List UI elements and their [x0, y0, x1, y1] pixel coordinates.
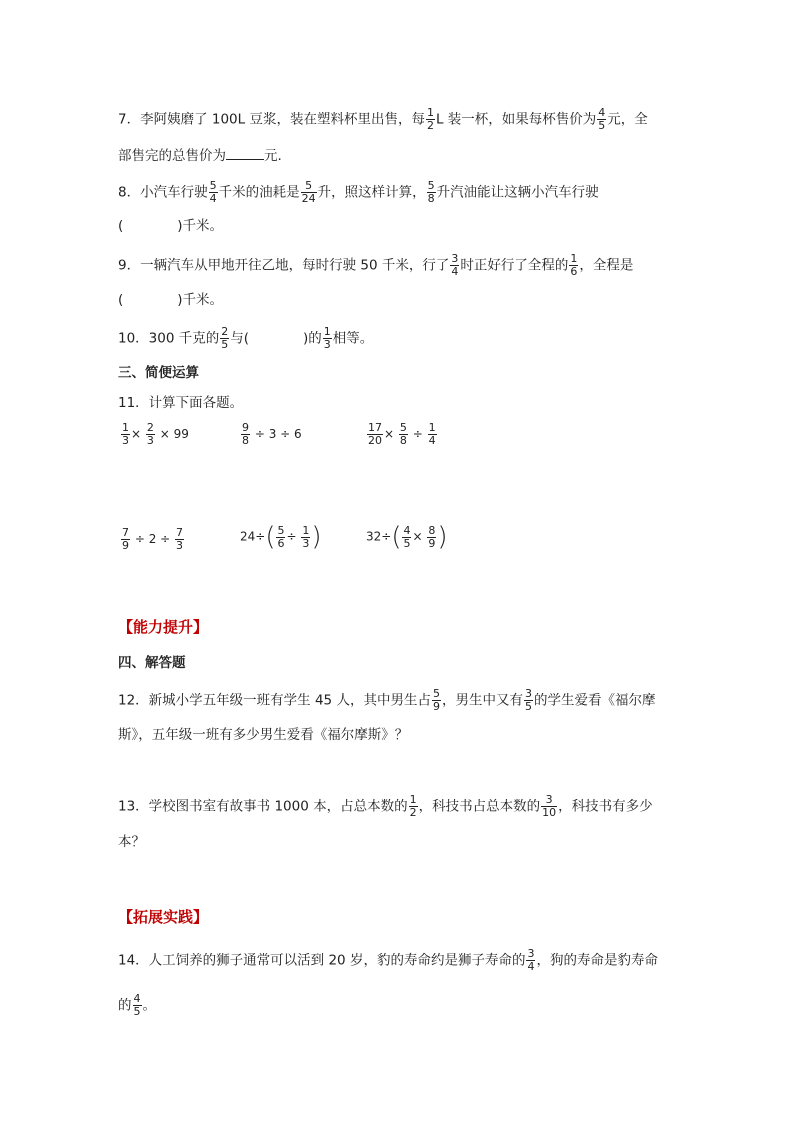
fraction — [121, 527, 130, 552]
numerator: 1 — [570, 252, 578, 265]
operator: × — [384, 427, 395, 441]
question-14-line-1 — [118, 948, 658, 973]
numerator: 1 — [122, 421, 129, 434]
question-8-line-2: ( )千米。 — [118, 218, 224, 234]
text: L 装一杯，如果每杯售价为 — [435, 111, 597, 128]
denominator: 10 — [542, 806, 557, 819]
fraction — [428, 422, 437, 447]
operator: × — [412, 529, 423, 544]
expression-5 — [240, 524, 322, 550]
fraction — [450, 253, 459, 278]
fraction — [432, 688, 441, 713]
fraction — [409, 794, 418, 819]
text: 元. — [264, 148, 282, 164]
denominator: 4 — [527, 960, 535, 973]
fraction — [220, 326, 229, 351]
text: 13．学校图书室有故事书 1000 本，占总本数的 — [118, 798, 408, 815]
question-9-line-1 — [118, 253, 633, 278]
numerator: 8 — [428, 523, 436, 537]
fraction — [323, 326, 332, 351]
numerator: 7 — [176, 526, 184, 539]
fraction — [399, 422, 408, 447]
fraction — [426, 107, 435, 132]
text: 14．人工饲养的狮子通常可以活到 20 岁，豹的寿命约是狮子寿命的 — [118, 952, 526, 969]
text: ，科技书占总本数的 — [418, 798, 541, 815]
expression-6 — [366, 524, 448, 550]
numerator: 3 — [545, 793, 553, 806]
numerator: 5 — [305, 179, 313, 192]
denominator: 3 — [176, 539, 184, 552]
text: 升汽油能让这辆小汽车行驶 — [436, 184, 599, 201]
denominator: 4 — [451, 265, 459, 278]
text: 24÷ — [240, 529, 266, 544]
question-8-line-1 — [118, 180, 599, 205]
text: 的 — [118, 997, 132, 1014]
fraction — [541, 794, 557, 819]
denominator: 3 — [146, 434, 154, 447]
left-paren: ( — [265, 522, 276, 552]
denominator: 5 — [221, 338, 229, 351]
fraction — [241, 422, 250, 447]
numerator: 1 — [409, 793, 417, 806]
fraction — [427, 525, 436, 550]
denominator: 2 — [426, 119, 434, 132]
text: 部售完的总售价为 — [118, 148, 226, 164]
numerator: 2 — [146, 421, 154, 434]
fraction — [301, 180, 317, 205]
question-13-line-2: 本？ — [118, 834, 145, 850]
operator: ÷ — [412, 427, 423, 441]
text: ÷ 2 ÷ — [134, 532, 171, 546]
numerator: 1 — [302, 523, 310, 537]
heading-expand: 【拓展实践】 — [118, 908, 209, 926]
denominator: 6 — [570, 265, 578, 278]
expression-1 — [120, 422, 189, 447]
denominator: 3 — [122, 434, 129, 447]
numerator: 7 — [122, 526, 129, 539]
numerator: 5 — [427, 179, 435, 192]
numerator: 9 — [242, 421, 249, 434]
denominator: 9 — [122, 539, 129, 552]
question-9-line-2: ( )千米。 — [118, 292, 224, 308]
fraction — [569, 253, 578, 278]
text: 千米的油耗是 — [218, 184, 300, 201]
question-7-line-2 — [118, 145, 282, 166]
denominator: 2 — [409, 806, 417, 819]
numerator: 1 — [426, 106, 434, 119]
fraction — [427, 180, 436, 205]
text: 相等。 — [332, 330, 374, 347]
numerator: 1 — [428, 421, 436, 434]
text: 。 — [142, 997, 156, 1014]
question-7-line-1 — [118, 107, 648, 132]
heading-ability: 【能力提升】 — [118, 618, 209, 636]
text: 与( )的 — [230, 330, 322, 347]
numerator: 4 — [403, 523, 411, 537]
expression-3 — [366, 422, 438, 447]
denominator: 8 — [242, 434, 249, 447]
fraction — [597, 107, 606, 132]
denominator: 6 — [277, 536, 285, 550]
text: × 99 — [159, 427, 189, 441]
right-paren: ) — [437, 522, 448, 552]
fraction — [276, 525, 285, 550]
left-paren: ( — [391, 522, 402, 552]
text: 时正好行了全程的 — [460, 257, 569, 274]
text: 升，照这样计算， — [317, 184, 426, 201]
fraction — [402, 525, 411, 550]
operator: ÷ — [286, 529, 297, 544]
question-14-line-2 — [118, 993, 156, 1018]
numerator: 3 — [527, 947, 535, 960]
numerator: 3 — [451, 252, 459, 265]
fraction — [146, 422, 155, 447]
denominator: 24 — [301, 192, 316, 205]
denominator: 5 — [403, 536, 411, 550]
section-heading-3: 三、简便运算 — [118, 365, 199, 381]
fraction — [175, 527, 184, 552]
section-heading-4: 四、解答题 — [118, 655, 186, 671]
denominator: 9 — [432, 700, 440, 713]
expression-2 — [240, 422, 302, 447]
numerator: 5 — [432, 687, 440, 700]
question-12-line-1 — [118, 688, 655, 713]
denominator: 9 — [428, 536, 436, 550]
numerator: 17 — [368, 421, 382, 434]
numerator: 5 — [277, 523, 285, 537]
question-11-title: 11．计算下面各题。 — [118, 395, 244, 411]
text: 元，全 — [607, 111, 648, 128]
question-12-line-2: 斯》，五年级一班有多少男生爱看《福尔摩斯》？ — [118, 727, 409, 743]
numerator: 4 — [598, 106, 606, 119]
expression-4 — [120, 527, 185, 552]
text: ，狗的寿命是豹寿命 — [536, 952, 658, 969]
fraction — [301, 525, 310, 550]
numerator: 3 — [524, 687, 532, 700]
numerator: 5 — [399, 421, 407, 434]
denominator: 3 — [323, 338, 331, 351]
numerator: 4 — [133, 992, 141, 1005]
denominator: 5 — [524, 700, 532, 713]
question-10 — [118, 326, 373, 351]
answer-blank[interactable] — [226, 145, 264, 160]
text: ，男生中又有 — [441, 692, 523, 709]
text: 7．李阿姨磨了 100L 豆浆，装在塑料杯里出售，每 — [118, 111, 425, 128]
denominator: 20 — [368, 434, 382, 447]
text: 9．一辆汽车从甲地开往乙地，每时行驶 50 千米，行了 — [118, 257, 450, 274]
denominator: 5 — [598, 119, 606, 132]
fraction — [121, 422, 130, 447]
question-13-line-1 — [118, 794, 653, 819]
fraction — [524, 688, 533, 713]
text: 10．300 千克的 — [118, 330, 220, 347]
fraction — [526, 948, 535, 973]
numerator: 5 — [209, 179, 217, 192]
text: 8．小汽车行驶 — [118, 184, 208, 201]
right-paren: ) — [311, 522, 322, 552]
denominator: 8 — [399, 434, 407, 447]
denominator: 4 — [209, 192, 217, 205]
fraction — [209, 180, 218, 205]
fraction — [133, 993, 142, 1018]
text: 32÷ — [366, 529, 392, 544]
text: 12．新城小学五年级一班有学生 45 人，其中男生占 — [118, 692, 431, 709]
operator: × — [131, 427, 142, 441]
numerator: 2 — [221, 325, 229, 338]
numerator: 1 — [323, 325, 331, 338]
denominator: 3 — [302, 536, 310, 550]
denominator: 4 — [428, 434, 436, 447]
text: ÷ 3 ÷ 6 — [254, 427, 302, 441]
text: ，科技书有多少 — [558, 798, 653, 815]
text: ，全程是 — [579, 257, 634, 274]
text: 的学生爱看《福尔摩 — [533, 692, 656, 709]
fraction — [367, 422, 383, 447]
denominator: 5 — [133, 1005, 141, 1018]
denominator: 8 — [427, 192, 435, 205]
